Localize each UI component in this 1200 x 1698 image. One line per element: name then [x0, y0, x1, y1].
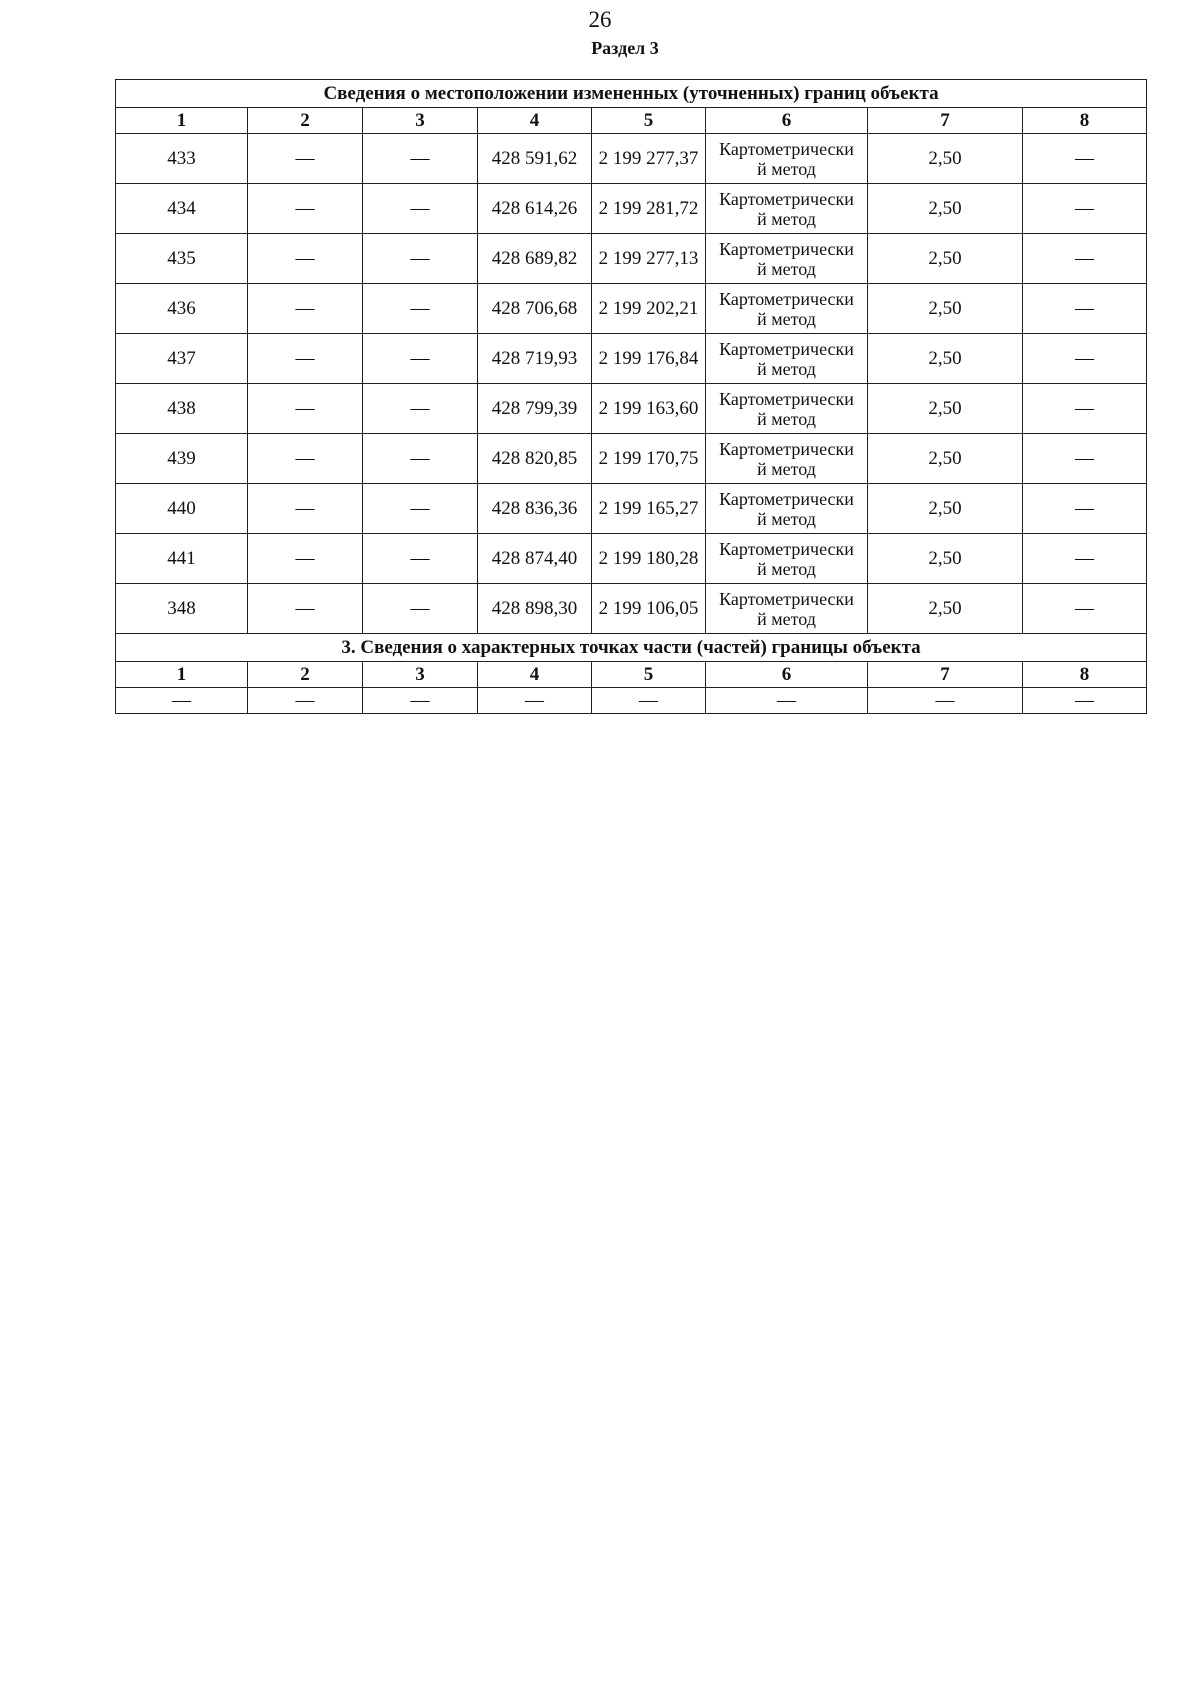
parts-cell: —: [248, 688, 363, 714]
table-cell-col-5: 2 199 163,60: [592, 384, 706, 434]
table-cell-col-3: —: [363, 584, 478, 634]
table-cell-col-8: —: [1023, 134, 1147, 184]
table-title: Сведения о местоположении измененных (уточненных) границ объекта: [116, 80, 1147, 108]
method-cell: [706, 334, 868, 384]
table-cell-col-7: 2,50: [868, 284, 1023, 334]
table-cell-col-4: 428 706,68: [478, 284, 592, 334]
parts-title: 3. Сведения о характерных точках части (частей) границы объекта: [116, 634, 1147, 662]
table-cell-col-1: 433: [116, 134, 248, 184]
table-cell-col-5: 2 199 202,21: [592, 284, 706, 334]
method-text-line-1: Картометрически: [719, 488, 854, 509]
table-cell-col-8: —: [1023, 334, 1147, 384]
parts-column-header: 5: [592, 662, 706, 688]
column-header: 2: [248, 108, 363, 134]
table-cell-col-5: 2 199 180,28: [592, 534, 706, 584]
method-cell: [706, 384, 868, 434]
section-title: Раздел 3: [591, 38, 659, 58]
table-row: [116, 384, 1147, 434]
column-header: 8: [1023, 108, 1147, 134]
table-cell-col-1: 441: [116, 534, 248, 584]
table-cell-col-7: 2,50: [868, 334, 1023, 384]
table-cell-col-2: —: [248, 384, 363, 434]
parts-column-header: 1: [116, 662, 248, 688]
parts-empty-row: [116, 688, 1147, 714]
table-cell-col-5: 2 199 277,37: [592, 134, 706, 184]
table-cell-col-3: —: [363, 234, 478, 284]
table-cell-col-8: —: [1023, 484, 1147, 534]
method-text-line-2: й метод: [757, 208, 816, 229]
table-row: [116, 534, 1147, 584]
column-header-row: [116, 108, 1147, 134]
table-cell-col-7: 2,50: [868, 384, 1023, 434]
table-cell-col-7: 2,50: [868, 484, 1023, 534]
table-cell-col-3: —: [363, 484, 478, 534]
table-cell-col-2: —: [248, 234, 363, 284]
parts-column-header: 8: [1023, 662, 1147, 688]
parts-column-header: 4: [478, 662, 592, 688]
table-row: [116, 434, 1147, 484]
table-cell-col-8: —: [1023, 234, 1147, 284]
table-row: [116, 584, 1147, 634]
table-cell-col-8: —: [1023, 384, 1147, 434]
table-cell-col-2: —: [248, 484, 363, 534]
method-text-line-2: й метод: [757, 458, 816, 479]
table-cell-col-2: —: [248, 284, 363, 334]
table-cell-col-1: 437: [116, 334, 248, 384]
parts-column-header: 7: [868, 662, 1023, 688]
table-cell-col-5: 2 199 176,84: [592, 334, 706, 384]
table-cell-col-4: 428 874,40: [478, 534, 592, 584]
parts-header-row: [116, 662, 1147, 688]
table-cell-col-3: —: [363, 434, 478, 484]
table-cell-col-3: —: [363, 534, 478, 584]
table-row: [116, 184, 1147, 234]
method-cell: [706, 534, 868, 584]
table-cell-col-5: 2 199 165,27: [592, 484, 706, 534]
parts-cell: —: [116, 688, 248, 714]
table-cell-col-4: 428 836,36: [478, 484, 592, 534]
method-text-line-1: Картометрически: [719, 538, 854, 559]
column-header: 4: [478, 108, 592, 134]
table-title-row: [116, 80, 1147, 108]
column-header: 5: [592, 108, 706, 134]
method-text-line-2: й метод: [757, 358, 816, 379]
parts-column-header: 2: [248, 662, 363, 688]
table-cell-col-4: 428 898,30: [478, 584, 592, 634]
method-cell: [706, 234, 868, 284]
method-text-line-2: й метод: [757, 308, 816, 329]
method-cell: [706, 284, 868, 334]
boundary-coordinates-table: [115, 79, 1147, 714]
table-cell-col-4: 428 820,85: [478, 434, 592, 484]
table-cell-col-1: 436: [116, 284, 248, 334]
table-cell-col-3: —: [363, 184, 478, 234]
method-text-line-2: й метод: [757, 258, 816, 279]
table-cell-col-8: —: [1023, 184, 1147, 234]
table-cell-col-1: 435: [116, 234, 248, 284]
table-cell-col-8: —: [1023, 434, 1147, 484]
table-cell-col-2: —: [248, 584, 363, 634]
method-text-line-2: й метод: [757, 608, 816, 629]
method-text-line-2: й метод: [757, 408, 816, 429]
method-text-line-1: Картометрически: [719, 288, 854, 309]
table-cell-col-2: —: [248, 434, 363, 484]
table-cell-col-7: 2,50: [868, 434, 1023, 484]
method-text-line-1: Картометрически: [719, 338, 854, 359]
table-row: [116, 484, 1147, 534]
method-text-line-2: й метод: [757, 508, 816, 529]
method-cell: [706, 484, 868, 534]
table-row: [116, 134, 1147, 184]
table-cell-col-7: 2,50: [868, 234, 1023, 284]
table-cell-col-3: —: [363, 384, 478, 434]
table-cell-col-4: 428 719,93: [478, 334, 592, 384]
table-cell-col-2: —: [248, 184, 363, 234]
table-cell-col-1: 440: [116, 484, 248, 534]
parts-cell: —: [592, 688, 706, 714]
table-cell-col-5: 2 199 106,05: [592, 584, 706, 634]
column-header: 1: [116, 108, 248, 134]
table-row: [116, 334, 1147, 384]
table-cell-col-7: 2,50: [868, 534, 1023, 584]
table-cell-col-1: 439: [116, 434, 248, 484]
table-cell-col-3: —: [363, 334, 478, 384]
method-text-line-1: Картометрически: [719, 238, 854, 259]
parts-cell: —: [478, 688, 592, 714]
table-cell-col-1: 438: [116, 384, 248, 434]
table-cell-col-5: 2 199 281,72: [592, 184, 706, 234]
column-header: 6: [706, 108, 868, 134]
table-cell-col-3: —: [363, 284, 478, 334]
method-cell: [706, 134, 868, 184]
parts-cell: —: [1023, 688, 1147, 714]
table-cell-col-4: 428 614,26: [478, 184, 592, 234]
method-cell: [706, 434, 868, 484]
parts-cell: —: [868, 688, 1023, 714]
parts-cell: —: [363, 688, 478, 714]
table-cell-col-2: —: [248, 534, 363, 584]
method-text-line-1: Картометрически: [719, 438, 854, 459]
table-row: [116, 284, 1147, 334]
table-cell-col-5: 2 199 170,75: [592, 434, 706, 484]
column-header: 7: [868, 108, 1023, 134]
table-cell-col-8: —: [1023, 284, 1147, 334]
table-cell-col-5: 2 199 277,13: [592, 234, 706, 284]
column-header: 3: [363, 108, 478, 134]
table-row: [116, 234, 1147, 284]
method-cell: [706, 584, 868, 634]
parts-title-row: [116, 634, 1147, 662]
method-text-line-2: й метод: [757, 158, 816, 179]
table-cell-col-8: —: [1023, 534, 1147, 584]
method-cell: [706, 184, 868, 234]
method-text-line-1: Картометрически: [719, 138, 854, 159]
table-cell-col-4: 428 591,62: [478, 134, 592, 184]
parts-column-header: 6: [706, 662, 868, 688]
table-cell-col-7: 2,50: [868, 134, 1023, 184]
table-cell-col-8: —: [1023, 584, 1147, 634]
table-cell-col-3: —: [363, 134, 478, 184]
table-cell-col-4: 428 799,39: [478, 384, 592, 434]
table-cell-col-1: 434: [116, 184, 248, 234]
table-cell-col-7: 2,50: [868, 184, 1023, 234]
table-cell-col-1: 348: [116, 584, 248, 634]
method-text-line-1: Картометрически: [719, 388, 854, 409]
table-cell-col-2: —: [248, 134, 363, 184]
parts-cell: —: [706, 688, 868, 714]
method-text-line-2: й метод: [757, 558, 816, 579]
parts-column-header: 3: [363, 662, 478, 688]
page-number: 26: [588, 7, 612, 32]
method-text-line-1: Картометрически: [719, 188, 854, 209]
table-cell-col-4: 428 689,82: [478, 234, 592, 284]
table-cell-col-7: 2,50: [868, 584, 1023, 634]
method-text-line-1: Картометрически: [719, 588, 854, 609]
table-cell-col-2: —: [248, 334, 363, 384]
